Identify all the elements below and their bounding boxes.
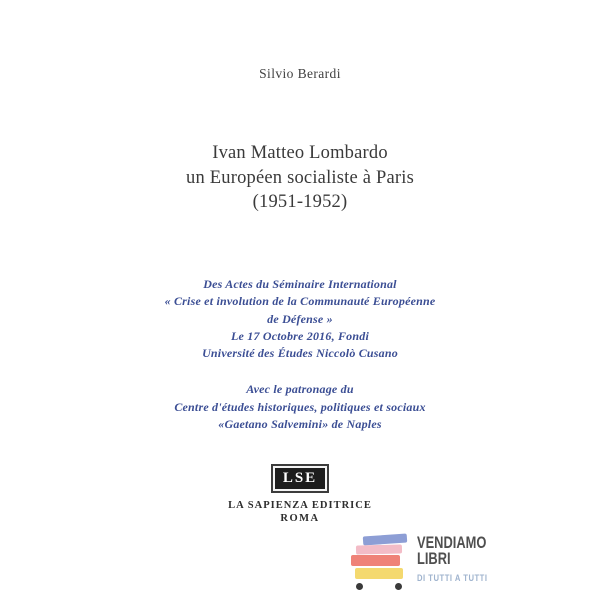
seminar-line-1: Des Actes du Séminaire International — [203, 277, 397, 291]
book-title — [0, 141, 600, 215]
seminar-line-2: « Crise et involution de la Communauté Européenne — [164, 294, 436, 309]
patronage-line-3: «Gaetano Salvemini» de Naples — [218, 417, 382, 431]
publisher-name: LA SAPIENZA EDITRICE — [228, 500, 372, 511]
title-line-2: un Européen socialiste à Paris — [186, 167, 414, 188]
publisher-city: ROMA — [280, 513, 320, 524]
bookseller-tagline: DI TUTTI A TUTTI — [417, 573, 488, 583]
bookseller-wordmark — [417, 536, 506, 583]
bookseller-name-line-2: LIBRI — [417, 549, 451, 568]
book-bar-pink — [356, 544, 402, 554]
publisher-block — [0, 464, 600, 524]
publisher-monogram: LSE — [275, 468, 325, 489]
book-bar-coral — [351, 555, 400, 566]
seminar-line-5: Université des Études Niccolò Cusano — [202, 346, 398, 361]
patronage-credit — [0, 381, 600, 434]
seminar-credit — [0, 276, 600, 362]
publisher-logo — [271, 464, 329, 493]
bookseller-name-line-1: VENDIAMO — [417, 534, 487, 552]
cart-wheel-icon — [395, 583, 402, 590]
book-bar-yellow — [355, 568, 403, 579]
seminar-line-4: Le 17 Octobre 2016, Fondi — [231, 328, 369, 343]
seminar-line-3: de Défense » — [267, 311, 333, 326]
author-name: Silvio Berardi — [259, 66, 341, 81]
title-line-1: Ivan Matteo Lombardo — [212, 143, 388, 163]
bookseller-logo — [348, 531, 538, 595]
cart-wheel-icon — [356, 583, 363, 590]
title-line-3: (1951-1952) — [252, 192, 348, 212]
patronage-line-2: Centre d'études historiques, politiques et sociaux — [174, 399, 426, 414]
patronage-line-1: Avec le patronage du — [246, 382, 354, 396]
